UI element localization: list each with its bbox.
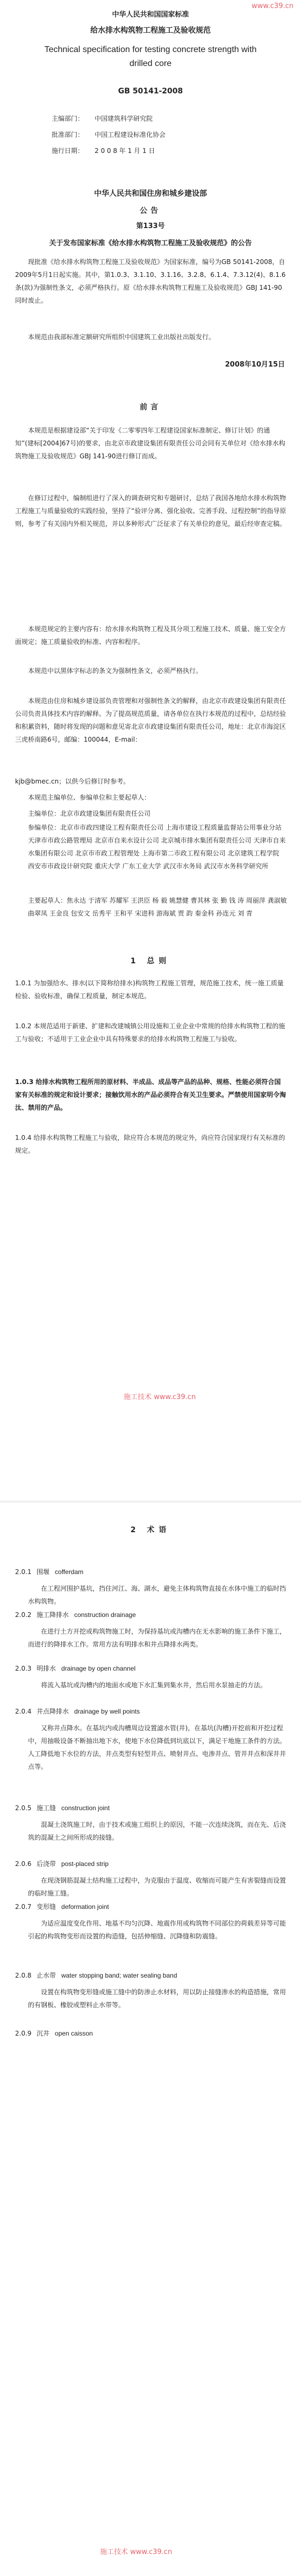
term-cn: 施工缝 [37,1804,56,1812]
term-en: cofferdam [55,1568,84,1576]
announcement-number: 第133号 [136,222,165,230]
info-row-editor [52,114,153,123]
term-number: 2.0.6 [15,1860,32,1868]
chapter-2-heading: 2 术语 [130,1526,171,1534]
watermark-bottom: 施工技术 www.c39.cn [100,2548,173,2556]
term-number: 2.0.4 [15,1708,32,1715]
info-row-date [52,146,155,155]
clause-1-0-3 [15,1075,287,1114]
watermark-middle: 施工技术 www.c39.cn [124,1393,196,1401]
term-definition: 在进行土方开挖或构筑物施工时，为保持基坑或沟槽内在无水影响的施工条件下施工，而进行的降排水工作。常用方法有明排水和井点降排水两类。 [28,1628,286,1648]
info-row-approver [52,130,166,139]
clause-1-0-4 [15,1131,287,1157]
term-number: 2.0.9 [15,2030,32,2037]
term-heading [15,2029,93,2038]
term-number: 2.0.7 [15,1903,32,1911]
term-cn: 沉井 [37,2030,50,2037]
announcement-date: 2008年10月15日 [225,361,285,369]
clause-text: 给排水构筑物工程所用的原材料、半成品、成品等产品的品种、规格、性能必须符合国家有关标准的规定和设计要求；接触饮用水的产品必须符合有关卫生要求。严禁使用国家明令淘汰、禁用的产品。 [15,1078,286,1111]
preface-participants: 参编单位：北京市市政四建设工程有限责任公司 上海市建设工程质量监督站公用事业分站 天津市市政公路管理局 北京市自来水设计公司 北京城市排水集团有限责任公司 天津市自来水集团有限公司 北京市市政工程管理处 上海市第二市政工程有限公司 北京建筑工程学院 西安市市政设计研究院 重庆大学 广东工业大学 武汉市水务局 武汉市水务科学研究所 [28,824,286,870]
term-heading [15,1803,110,1812]
term-definition: 又称井点降水。在基坑内或沟槽周边设置滤水管(井)，在基坑(沟槽)开挖前和开挖过程中，用抽吸设备不断抽出地下水，使地下水位降低到坑底以下，满足干地施工条件的方法。人工降低地下水位的方法，井点类型有轻型井点、喷射井点、电渗井点、管井井点和深井井点等。 [28,1724,286,1770]
preface-editor-line: 主编单位：北京市政建设集团有限责任公司 [28,810,151,817]
preface-paragraph: 本规范规定的主要内容有：给水排水构筑物工程及其分项工程施工技术、质量、施工安全方面规定；施工质量验收的标准、内容和程序。 [15,625,286,646]
term-definition: 在现浇钢筋混凝土结构施工过程中，为克服由于温度、收缩而可能产生有害裂缝而设置的临时施工缝。 [28,1877,286,1897]
preface-paragraph: 本规范由住房和城乡建设部负责管理和对强制性条文的解释，由北京市政建设集团有限责任公司负责具体技术内容的解释。为了提高规范质量，请各单位在执行本规范的过程中，总结经验和积累资料，随时将发现的问题和意见寄北京市政建设集团有限责任公司，地址：北京市海淀区三虎桥南路6号，邮编：100044，E-mail： [15,697,286,743]
preface-editor-unit: 本规范主编单位、参编单位和主要起草人： [28,794,151,801]
info-key: 主编部门： [52,115,84,122]
preface-email: kjb@bmec.cn；以供今后修订时参考。 [15,778,130,785]
clause-1-0-2 [15,1020,287,1045]
standard-title-en-line2: drilled core [129,59,172,68]
term-heading [15,1971,177,1980]
term-cn: 围堰 [37,1568,50,1576]
clause-number: 1.0.4 [15,1134,32,1141]
term-number: 2.0.5 [15,1804,32,1812]
term-cn: 后浇带 [37,1860,56,1868]
preface-drafters: 主要起草人：焦永达 于清军 苏耀军 王洪臣 杨 毅 姚慧健 曹其林 张 勤 钱 涛 周丽萍 龚淑敏 曲翠凤 王金良 包安文 岳秀平 王和平 宋进科 游海斌 贾 韵 秦金科 孙连元 刘 青 [28,897,287,917]
clause-number: 1.0.1 [15,979,32,987]
term-definition: 将流入基坑或沟槽内的地面水或地下水汇集到集水井，然后用水泵抽走的方法。 [41,1681,267,1689]
preface-paragraph: 本规范中以黑体字标志的条文为强制性条文，必须严格执行。 [28,667,203,675]
announcement-paragraph: 现批准《给水排水构筑物工程施工及验收规范》为国家标准，编号为GB 50141-2008，自2009年5月1日起实施。其中，第1.0.3、3.1.10、3.1.16、3.2.8、6.1.4、7.3.12(4)、8.1.6条(款)为强制性条文，必须严格执行。原《给水排水构筑物工程施工及验收规范》GBJ 141-90同时废止。 [15,258,286,304]
standard-type: 中华人民共和国国家标准 [112,11,189,19]
clause-text: 为加强给水、排水(以下简称给排水)构筑物工程施工管理，规范施工技术，统一施工质量检验、验收标准，确保工程质量，制定本规范。 [15,979,284,1000]
term-definition: 设置在构筑物变形缝或施工缝中的防渗止水材料，用以防止接缝渗水的构造措施，常用的有钢板、橡胶或塑料止水带等。 [28,1988,286,2009]
chapter-1-heading: 1 总则 [130,957,171,965]
clause-number: 1.0.2 [15,1022,32,1030]
term-heading [15,1707,140,1716]
announcement-paragraph: 本规范由我部标准定额研究所组织中国建筑工业出版社出版发行。 [28,333,216,341]
term-number: 2.0.1 [15,1568,32,1576]
term-definition: 混凝土浇筑施工时，由于技术或施工组织上的原因，不能一次连续浇筑，而在先、后浇筑的混凝土之间所形成的接缝。 [28,1821,286,1841]
term-definition: 在工程河围护基坑，挡住河江、海、湖水，避免主体构筑物直接在水体中施工的临时挡水构筑物。 [28,1585,286,1605]
page-2 [0,1503,301,2576]
term-heading [15,1859,109,1868]
announcement-ministry: 中华人民共和国住房和城乡建设部 [94,189,207,198]
clause-1-0-1 [15,977,287,1002]
info-key: 批准部门： [52,131,84,138]
term-cn: 明排水 [37,1665,56,1672]
announcement-title: 关于发布国家标准《给水排水构筑物工程施工及验收规范》的公告 [49,239,252,247]
preface-paragraph: 本规范是根据建设部“关于印发《二零零四年工程建设国家标准制定、修订计划》的通知”(建标[2004]67号)的要求，由北京市政建设集团有限责任公司会同有关单位对《给水排水构筑物施工及验收规范》GBJ 141-90进行修订而成。 [15,427,285,460]
term-heading [15,1902,109,1911]
info-value: 2 0 0 8 年 1 月 1 日 [95,147,155,155]
standard-title-en-line1: Technical specification for testing concrete strength with [44,45,257,54]
term-number: 2.0.2 [15,1611,32,1619]
term-number: 2.0.8 [15,1972,32,1979]
term-en: water stopping band; water sealing band [61,1972,177,1979]
watermark-top: www.c39.cn [251,2,293,10]
info-value: 中国工程建设标准化协会 [95,131,166,138]
announcement-label: 公告 [140,207,161,215]
term-cn: 变形缝 [37,1903,56,1911]
term-en: open caisson [55,2030,93,2037]
term-en: deformation joint [61,1903,109,1911]
term-en: drainage by well points [74,1708,140,1715]
clause-text: 给排水构筑物工程施工与验收，除应符合本规范的规定外，尚应符合国家现行有关标准的规定。 [15,1134,285,1154]
info-value: 中国建筑科学研究院 [95,115,153,122]
clause-number: 1.0.3 [15,1078,34,1086]
term-heading [15,1567,83,1576]
clause-text: 本规范适用于新建、扩建和改建城镇公用设施和工业企业中常规的给排水构筑物工程的施工与验收；不适用于工业企业中具有特殊要求的给排水构筑物工程施工与验收。 [15,1022,285,1043]
term-heading [15,1610,136,1619]
term-cn: 施工降排水 [37,1611,69,1619]
preface-label: 前言 [140,403,161,412]
term-en: drainage by open channel [61,1665,136,1672]
term-cn: 井点降排水 [37,1708,69,1715]
standard-title-cn: 给水排水构筑物工程施工及验收规范 [90,26,211,35]
term-en: construction drainage [74,1611,136,1619]
term-number: 2.0.3 [15,1665,32,1672]
preface-paragraph: 在修订过程中，编制组进行了深入的调查研究和专题研讨，总结了我国各地给水排水构筑物工程施工与质量验收的实践经验，坚持了“验评分离、强化验收、完善手段、过程控制”的指导原则，参考了有关国内外相关规范，并以多种形式广泛征求了有关单位的意见，最后经审查定稿。 [15,494,286,528]
standard-code: GB 50141-2008 [118,87,183,96]
term-cn: 止水带 [37,1972,56,1979]
info-key: 施行日期： [52,147,84,155]
term-en: post-placed strip [61,1860,109,1868]
term-heading [15,1664,135,1673]
term-definition: 为适应温度变化作用、地基不均匀沉降、地震作用或构筑物不同部位的荷载差异等可能引起的构筑物变形而设置的构造缝，包括伸缩缝、沉降缝和防震缝。 [28,1920,286,1940]
term-en: construction joint [61,1804,110,1812]
